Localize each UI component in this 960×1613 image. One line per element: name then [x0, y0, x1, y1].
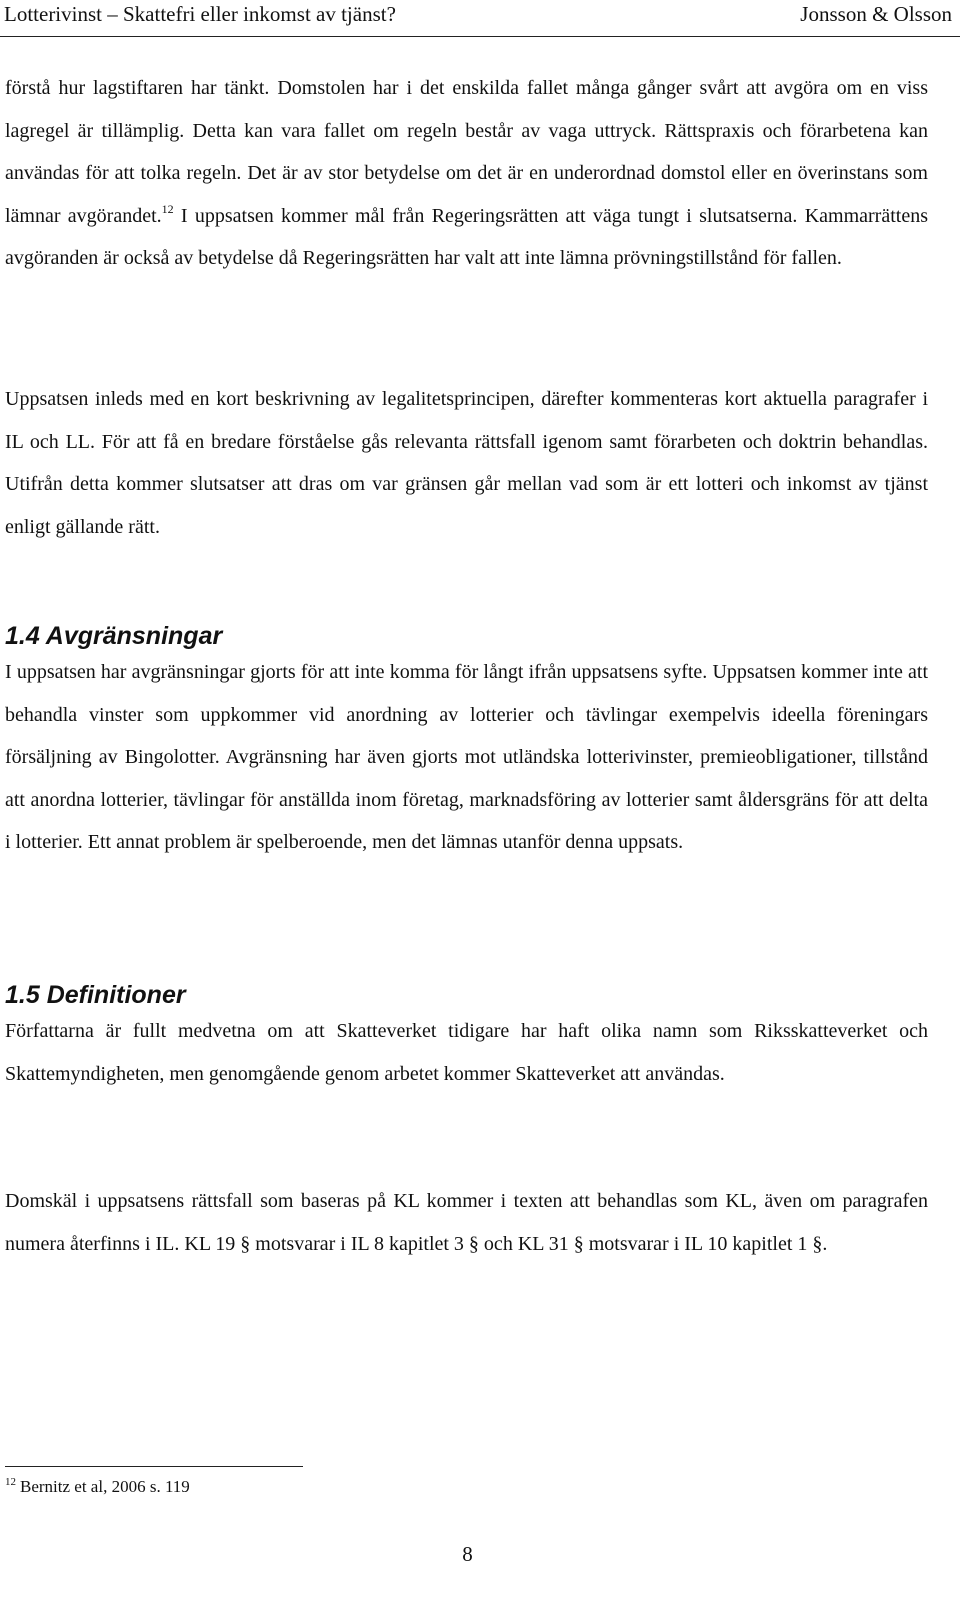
- footnote-text: Bernitz et al, 2006 s. 119: [20, 1477, 190, 1496]
- footnote-number: 12: [5, 1476, 16, 1488]
- paragraph-method-text-cont: I uppsatsen kommer mål från Regeringsrätten att väga tungt i slutsatserna. Kammarrättens avgöranden är också av betydelse då Regeringsrätten har valt att inte lämna prövningstillstånd för fallen.: [5, 204, 928, 269]
- paragraph-avgransningar: I uppsatsen har avgränsningar gjorts för att inte komma för långt ifrån uppsatsens syfte. Uppsatsen kommer inte att behandla vinster som uppkommer vid anordning av lotterier och tävlingar exempelvis ideella föreningars försäljning av Bingolotter. Avgränsning har även gjorts mot utländska lotterivinster, premieobligationer, tillstånd att anordna lotterier, tävlingar för anställda inom företag, marknadsföring av lotterier samt åldersgräns för att delta i lotterier. Ett annat problem är spelberoende, men det lämnas utanför denna uppsats.: [5, 661, 928, 853]
- header-authors: Jonsson & Olsson: [800, 2, 952, 26]
- paragraph-method-text: förstå hur lagstiftaren har tänkt. Domstolen har i det enskilda fallet många gånger svårt att avgöra om en viss lagregel är tillämplig. Detta kan vara fallet om regeln består av vaga uttryck. Rättspraxis och förarbetena kan användas för att tolka regeln. Det är av stor betydelse om det är en underordnad domstol eller en överinstans som lämnar avgörandet.: [5, 77, 928, 227]
- header-divider: [0, 36, 960, 37]
- header-title: Lotterivinst – Skattefri eller inkomst av tjänst?: [4, 2, 396, 26]
- heading-avgransningar: 1.4 Avgränsningar: [5, 622, 223, 650]
- running-header: [4, 0, 952, 30]
- paragraph-definitioner: Författarna är fullt medvetna om att Skatteverket tidigare har haft olika namn som Riksskatteverket och Skattemyndigheten, men genomgående genom arbetet kommer Skatteverket att användas.: [5, 1020, 928, 1085]
- heading-definitioner: 1.5 Definitioner: [5, 981, 186, 1009]
- footnote: [5, 1473, 190, 1501]
- paragraph-domskal: Domskäl i uppsatsens rättsfall som baseras på KL kommer i texten att behandlas som KL, även om paragrafen numera återfinns i IL. KL 19 § motsvarar i IL 8 kapitlet 3 § och KL 31 § motsvarar i IL 10 kapitlet 1 §.: [5, 1190, 928, 1255]
- footnote-reference[interactable]: 12: [161, 201, 174, 216]
- page-number: 8: [462, 1542, 473, 1566]
- footnote-divider: [5, 1466, 303, 1467]
- paragraph-outline: Uppsatsen inleds med en kort beskrivning av legalitetsprincipen, därefter kommenteras kort aktuella paragrafer i IL och LL. För att få en bredare förståelse gås relevanta rättsfall igenom samt förarbeten och doktrin behandlas. Utifrån detta kommer slutsatser att dras om var gränsen går mellan vad som är ett lotteri och inkomst av tjänst enligt gällande rätt.: [5, 388, 928, 538]
- paragraph-method: [5, 67, 928, 280]
